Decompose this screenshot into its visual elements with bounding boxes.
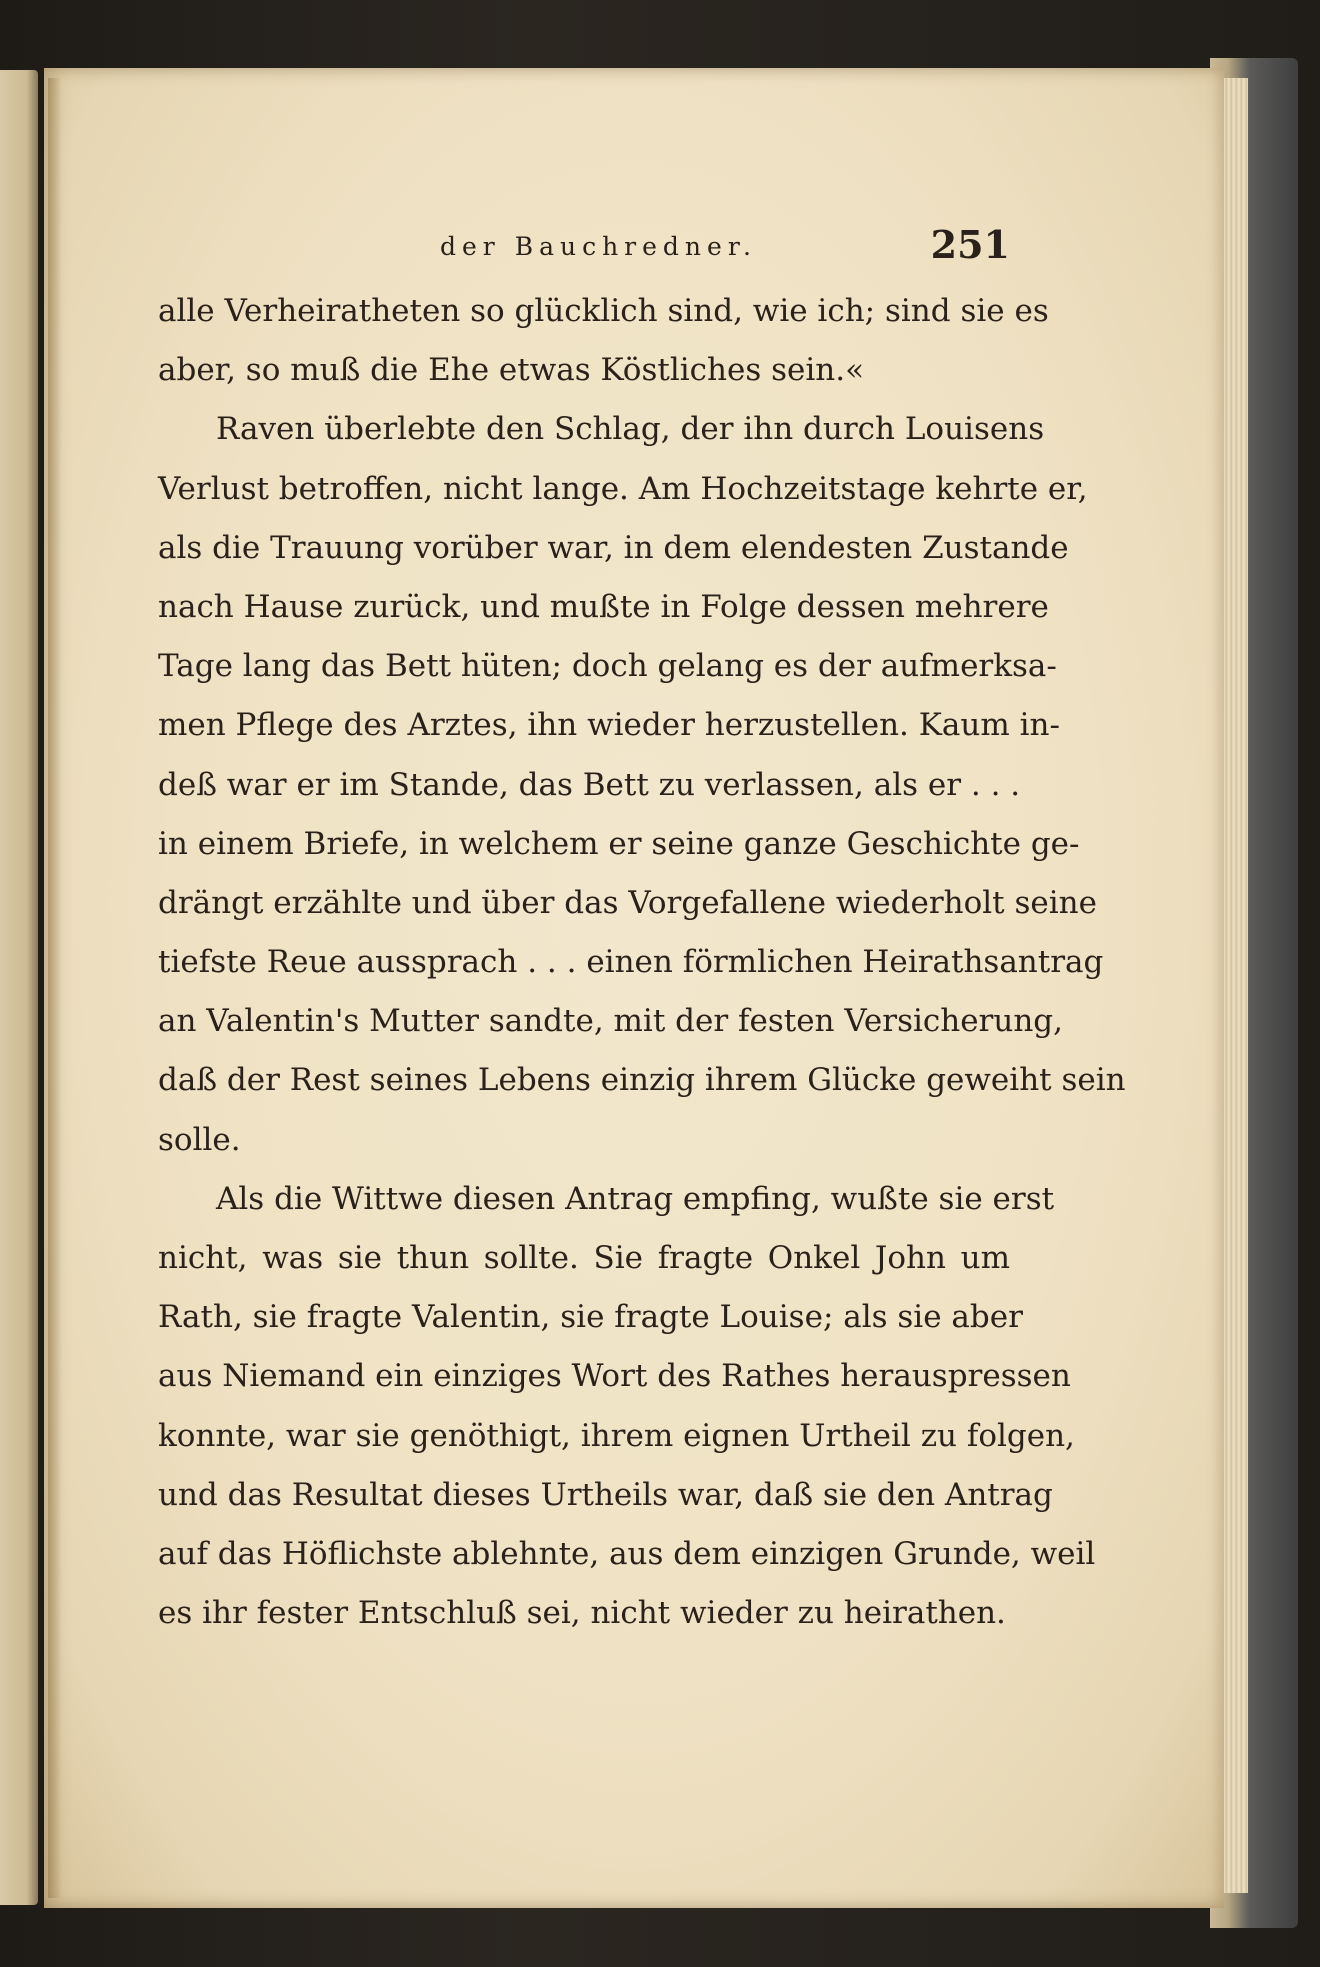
text-line: Tage lang das Bett hüten; doch gelang es der aufmerksa- xyxy=(158,648,1057,685)
text-line: und das Resultat dieses Urtheils war, daß sie den Antrag xyxy=(158,1476,1053,1513)
text-line: als die Trauung vorüber war, in dem elendesten Zustande xyxy=(158,529,1069,566)
facing-page-edge xyxy=(0,70,38,1905)
text-line: nach Hause zurück, und mußte in Folge dessen mehrere xyxy=(158,588,1049,625)
text-line: solle. xyxy=(158,1121,241,1158)
text-line: alle Verheiratheten so glücklich sind, wie ich; sind sie es xyxy=(158,293,1049,329)
paragraph xyxy=(158,282,1049,400)
text-line: daß der Rest seines Lebens einzig ihrem Glücke geweiht sein xyxy=(158,1062,1126,1099)
text-line: drängt erzählte und über das Vorgefallene wiederholt seine xyxy=(158,884,1097,921)
running-title: der Bauchredner. xyxy=(440,232,757,261)
text-line: tiefste Reue aussprach . . . einen förmlichen Heirathsantrag xyxy=(158,944,1104,981)
text-line: aber, so muß die Ehe etwas Köstliches sein.« xyxy=(158,352,865,389)
text-line: men Pflege des Arztes, ihn wieder herzustellen. Kaum in- xyxy=(158,707,1060,744)
text-line: Raven überlebte den Schlag, der ihn durch Louisens xyxy=(216,411,1045,448)
page-text xyxy=(158,218,1126,1643)
page-number: 251 xyxy=(930,222,1010,267)
paragraph xyxy=(158,1170,1096,1644)
text-line: an Valentin's Mutter sandte, mit der festen Versicherung, xyxy=(158,1003,1064,1040)
page-gutter-shadow xyxy=(48,78,62,1898)
text-line: auf das Höflichste ablehnte, aus dem einzigen Grunde, weil xyxy=(158,1535,1096,1572)
text-line: Verlust betroffen, nicht lange. Am Hochzeitstage kehrte er, xyxy=(158,470,1088,507)
text-line: deß war er im Stande, das Bett zu verlassen, als er . . . xyxy=(158,766,1021,803)
text-line: aus Niemand ein einziges Wort des Rathes herauspressen xyxy=(158,1358,1071,1395)
text-line: es ihr fester Entschluß sei, nicht wieder zu heirathen. xyxy=(158,1595,1006,1632)
paragraph xyxy=(158,400,1126,1169)
text-line: konnte, war sie genöthigt, ihrem eignen Urtheil zu folgen, xyxy=(158,1417,1075,1454)
text-line: Als die Wittwe diesen Antrag empfing, wußte sie erst xyxy=(216,1180,1055,1217)
running-head xyxy=(158,218,1010,268)
text-line: in einem Briefe, in welchem er seine ganze Geschichte ge- xyxy=(158,825,1080,862)
text-line: nicht, was sie thun sollte. Sie fragte Onkel John um xyxy=(158,1240,1010,1276)
text-line: Rath, sie fragte Valentin, sie fragte Louise; als sie aber xyxy=(158,1299,1023,1336)
